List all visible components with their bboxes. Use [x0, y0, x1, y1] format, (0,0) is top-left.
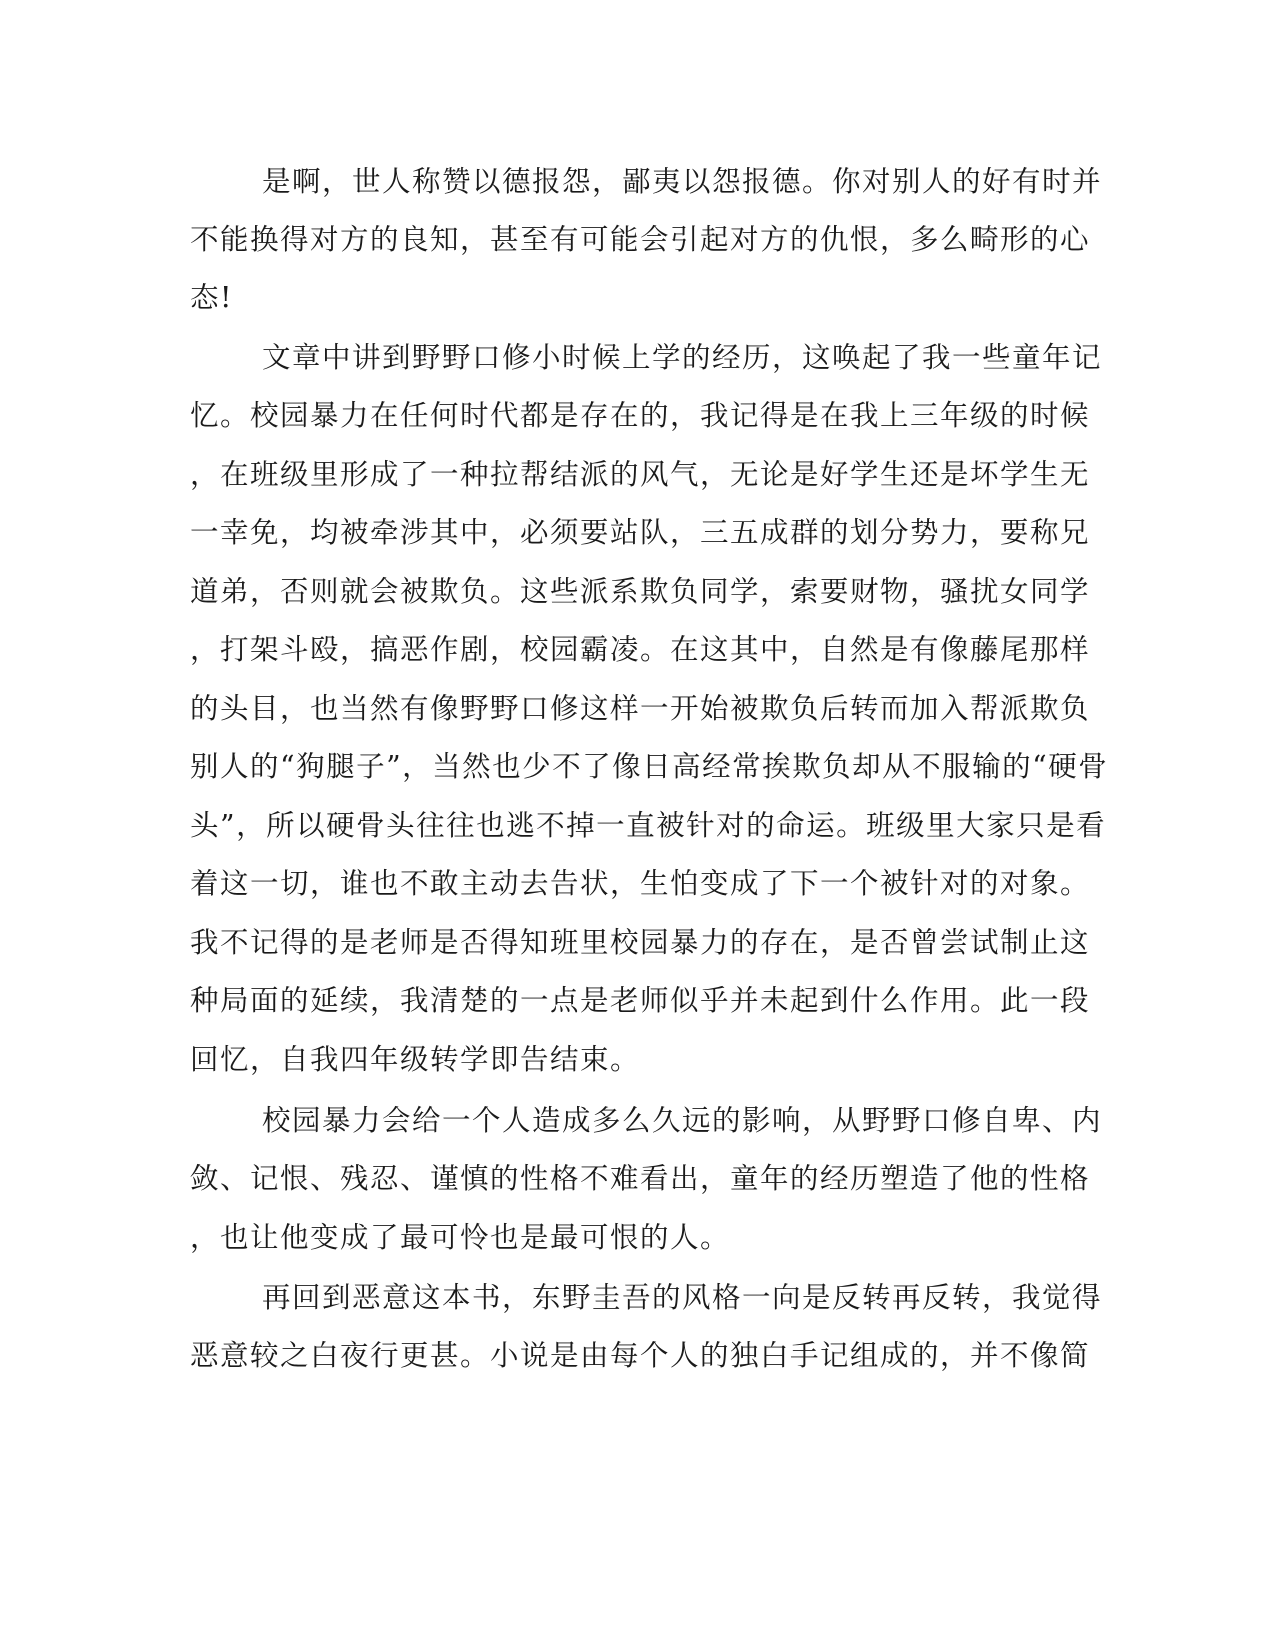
paragraph-2-line-9: 头”，所以硬骨头往往也逃不掉一直被针对的命运。班级里大家只是看: [190, 809, 1107, 842]
paragraph-2-line-2: 忆。校园暴力在任何时代都是存在的，我记得是在我上三年级的时候: [190, 399, 1091, 432]
paragraph-1-line-2: 不能换得对方的良知，甚至有可能会引起对方的仇恨，多么畸形的心: [190, 223, 1091, 256]
paragraph-2-line-6: ，打架斗殴，搞恶作剧，校园霸凌。在这其中，自然是有像藤尾那样: [190, 633, 1091, 666]
paragraph-2-line-13: 回忆，自我四年级转学即告结束。: [190, 1043, 641, 1076]
paragraph-2-line-1: 文章中讲到野野口修小时候上学的经历，这唤起了我一些童年记: [262, 341, 1103, 374]
paragraph-2-line-7: 的头目，也当然有像野野口修这样一开始被欺负后转而加入帮派欺负: [190, 692, 1091, 725]
paragraph-2-line-12: 种局面的延续，我清楚的一点是老师似乎并未起到什么作用。此一段: [190, 984, 1091, 1017]
paragraph-3-line-2: 敛、记恨、残忍、谨慎的性格不难看出，童年的经历塑造了他的性格: [190, 1162, 1091, 1195]
paragraph-3-line-3: ，也让他变成了最可怜也是最可恨的人。: [190, 1221, 731, 1254]
paragraph-2-line-8: 别人的“狗腿子”，当然也少不了像日高经常挨欺负却从不服输的“硬骨: [190, 750, 1109, 783]
paragraph-3-line-1: 校园暴力会给一个人造成多么久远的影响，从野野口修自卑、内: [262, 1104, 1103, 1137]
paragraph-2-line-5: 道弟，否则就会被欺负。这些派系欺负同学，索要财物，骚扰女同学: [190, 575, 1091, 608]
paragraph-2-line-11: 我不记得的是老师是否得知班里校园暴力的存在，是否曾尝试制止这: [190, 926, 1091, 959]
paragraph-2-line-3: ，在班级里形成了一种拉帮结派的风气，无论是好学生还是坏学生无: [190, 458, 1091, 491]
paragraph-1-line-3: 态!: [190, 281, 233, 314]
paragraph-2-line-4: 一幸免，均被牵涉其中，必须要站队，三五成群的划分势力，要称兄: [190, 516, 1091, 549]
paragraph-4-line-1: 再回到恶意这本书，东野圭吾的风格一向是反转再反转，我觉得: [262, 1281, 1103, 1314]
paragraph-4-line-2: 恶意较之白夜行更甚。小说是由每个人的独白手记组成的，并不像简: [190, 1339, 1091, 1372]
paragraph-1-line-1: 是啊，世人称赞以德报怨，鄙夷以怨报德。你对别人的好有时并: [262, 165, 1103, 198]
paragraph-2-line-10: 着这一切，谁也不敢主动去告状，生怕变成了下一个被针对的对象。: [190, 867, 1091, 900]
